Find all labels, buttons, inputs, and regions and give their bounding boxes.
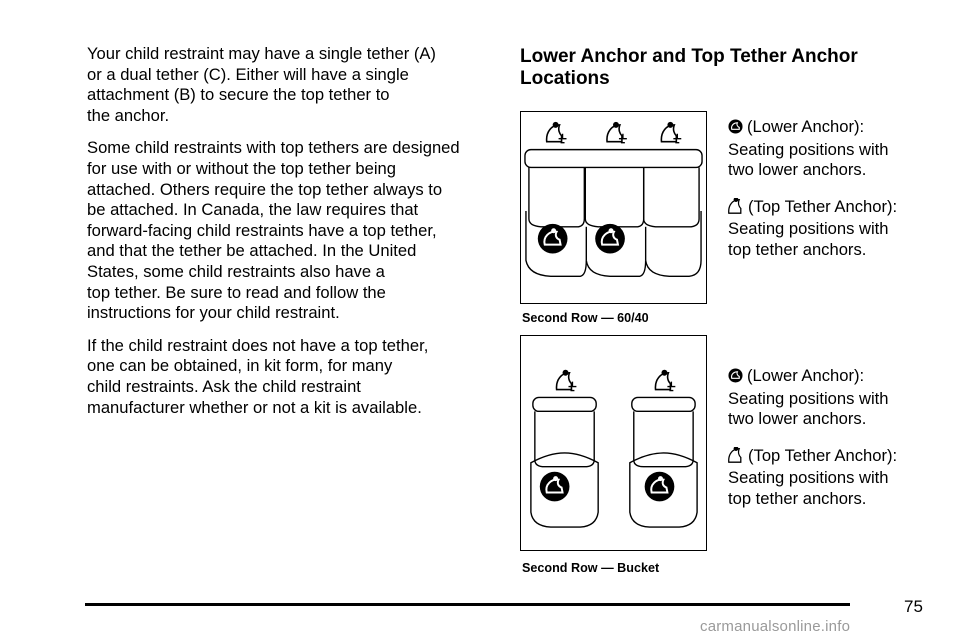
legend-60-40 [728,117,948,277]
section-title: Lower Anchor and Top Tether Anchor Locations [520,46,858,89]
lower-anchor-icon [595,224,625,254]
paragraph-tether-types: Your child restraint may have a single tether (A) or a dual tether (C). Either will have a single attachment (B) to secure the top tether to the anchor. [87,44,436,125]
legend-description: Seating positions with top tether anchors. [728,219,889,259]
lower-anchor-icon [538,224,568,254]
seat-diagram-60-40 [520,111,707,304]
top-tether-anchor-icon [655,370,675,391]
top-tether-anchor-icon [607,122,627,143]
lower-anchor-icon [728,368,743,389]
top-tether-anchor-icon [557,370,577,391]
legend-description: Seating positions with top tether anchors. [728,468,889,508]
figure-caption-bucket: Second Row — Bucket [522,561,660,575]
lower-anchor-icon [728,119,743,140]
top-tether-anchor-icon [728,447,744,469]
legend-bucket [728,366,948,526]
top-tether-anchor-icon [728,198,744,220]
legend-label: (Top Tether Anchor): [748,196,898,216]
lower-anchor-icon [645,472,675,502]
legend-description: Seating positions with two lower anchors. [728,139,889,180]
legend-label: (Top Tether Anchor): [748,445,898,465]
seat-diagram-60-40-svg [521,112,706,303]
paragraph-tether-kit: If the child restraint does not have a top tether, one can be obtained, in kit form, for many child restraints. Ask the child restraint manufacturer whether or not a kit is available. [87,335,429,417]
paragraph-tether-requirements: Some child restraints with top tethers are designed for use with or without the top tether being attached. Others require the top tether always to be attached. In Canada, the law requires that forward-facing child restraints have a top tether, and that the tether be attached. In the United States, some child restraints also have a top tether. Be sure to read and follow the instructions for your child restraint. [87,138,460,323]
top-tether-anchor-icon [661,122,681,143]
figure-caption-60-40: Second Row — 60/40 [522,311,649,325]
lower-anchor-icon [540,472,570,502]
legend-entry-lower-anchor [728,366,948,430]
legend-description: Seating positions with two lower anchors. [728,388,889,429]
legend-label: (Lower Anchor): [747,366,865,385]
legend-entry-top-tether [728,446,948,510]
legend-entry-top-tether [728,197,948,261]
body-text [87,44,495,430]
watermark: carmanualsonline.info [700,618,851,635]
seat-diagram-bucket [520,335,707,551]
legend-label: (Lower Anchor): [747,117,865,136]
top-tether-anchor-icon [547,122,567,143]
legend-entry-lower-anchor [728,117,948,181]
page-number: 75 [904,597,923,616]
seat-diagram-bucket-svg [521,336,706,550]
footer-rule [85,603,850,606]
